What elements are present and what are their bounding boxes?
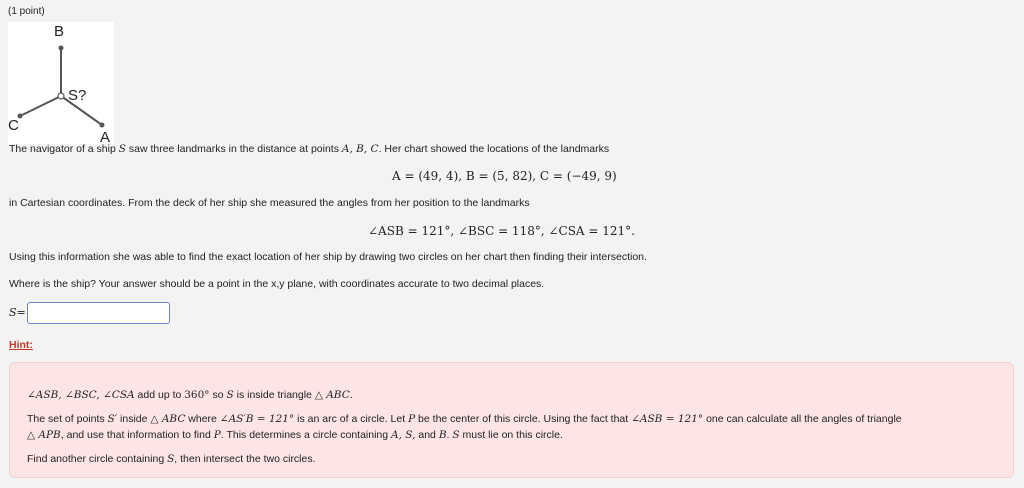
hint-points-var: A, S, bbox=[391, 429, 416, 441]
hint-line-1 bbox=[27, 389, 353, 401]
hint-text: where bbox=[185, 413, 220, 425]
angles-equation: ∠ASB = 121°, ∠BSC = 118°, ∠CSA = 121°. bbox=[368, 224, 635, 238]
intro-points-var: A, B, C bbox=[341, 143, 379, 155]
intro-ship-var: S bbox=[118, 143, 126, 155]
diagram-svg bbox=[8, 22, 114, 144]
hint-link[interactable]: Hint: bbox=[9, 339, 33, 351]
hint-text: . This determines a circle containing bbox=[220, 429, 392, 441]
hint-line-2 bbox=[27, 413, 902, 425]
intro-text-a: The navigator of a ship bbox=[9, 143, 119, 155]
intro-text-b: saw three landmarks in the distance at points bbox=[125, 143, 342, 155]
point-b bbox=[59, 46, 64, 51]
hint-text: is an arc of a circle. Let bbox=[294, 413, 409, 425]
hint-text: be the center of this circle. Using the fact that bbox=[415, 413, 632, 425]
hint-text: . bbox=[349, 389, 353, 401]
hint-text: one can calculate all the angles of triangle bbox=[703, 413, 902, 425]
hint-angle-var: ∠AS′B = 121° bbox=[219, 413, 295, 425]
hint-degrees: 360° bbox=[184, 389, 210, 401]
hint-text: . bbox=[446, 429, 453, 441]
point-a bbox=[100, 123, 105, 128]
hint-line-3 bbox=[27, 429, 563, 441]
problem-coordinates-text: in Cartesian coordinates. From the deck of her ship she measured the angles from her position to the landmarks bbox=[9, 197, 530, 209]
hint-text: and bbox=[415, 429, 439, 441]
hint-triangle-var: △ ABC bbox=[150, 413, 186, 425]
hint-b-var: B bbox=[438, 429, 447, 441]
hint-angle-var: ∠ASB = 121° bbox=[631, 413, 704, 425]
landmark-coordinates-equation: A = (49, 4), B = (5, 82), C = (−49, 9) bbox=[392, 169, 617, 183]
hint-text: Find another circle containing bbox=[27, 453, 168, 465]
hint-p-var: P bbox=[213, 429, 221, 441]
hint-triangle-var: △ APB bbox=[27, 429, 61, 441]
hint-ship-var: S bbox=[226, 389, 234, 401]
label-b: B bbox=[54, 23, 65, 40]
hint-text: The set of points bbox=[27, 413, 108, 425]
hint-text: add up to bbox=[134, 389, 185, 401]
answer-input[interactable] bbox=[27, 302, 170, 324]
hint-ship-var: S bbox=[452, 429, 460, 441]
label-s: S? bbox=[68, 87, 87, 104]
hint-text: , and use that information to find bbox=[60, 429, 214, 441]
problem-intro bbox=[9, 143, 609, 155]
hint-text: inside bbox=[117, 413, 151, 425]
intro-text-c: . Her chart showed the locations of the landmarks bbox=[378, 143, 610, 155]
line-sc bbox=[20, 96, 61, 116]
label-c: C bbox=[8, 117, 19, 134]
hint-ship-var: S bbox=[167, 453, 175, 465]
answer-label: S= bbox=[9, 306, 26, 319]
hint-sprime-var: S′ bbox=[107, 413, 118, 425]
landmark-diagram bbox=[8, 22, 114, 144]
points-label: (1 point) bbox=[8, 6, 45, 17]
problem-question-text: Where is the ship? Your answer should be a point in the x,y plane, with coordinates accurate to two decimal places. bbox=[9, 278, 545, 290]
point-s bbox=[58, 93, 64, 99]
hint-angles-var: ∠ASB, ∠BSC, ∠CSA bbox=[27, 389, 135, 401]
hint-line-4 bbox=[27, 453, 316, 465]
label-a: A bbox=[100, 129, 111, 144]
hint-triangle-var: △ ABC bbox=[314, 389, 350, 401]
problem-method-text: Using this information she was able to find the exact location of her ship by drawing two circles on her chart then finding their intersection. bbox=[9, 251, 647, 263]
hint-p-var: P bbox=[408, 413, 416, 425]
hint-text: so bbox=[209, 389, 227, 401]
hint-text: , then intersect the two circles. bbox=[174, 453, 316, 465]
hint-box bbox=[9, 362, 1014, 478]
hint-text: is inside triangle bbox=[233, 389, 315, 401]
hint-text: must lie on this circle. bbox=[459, 429, 563, 441]
